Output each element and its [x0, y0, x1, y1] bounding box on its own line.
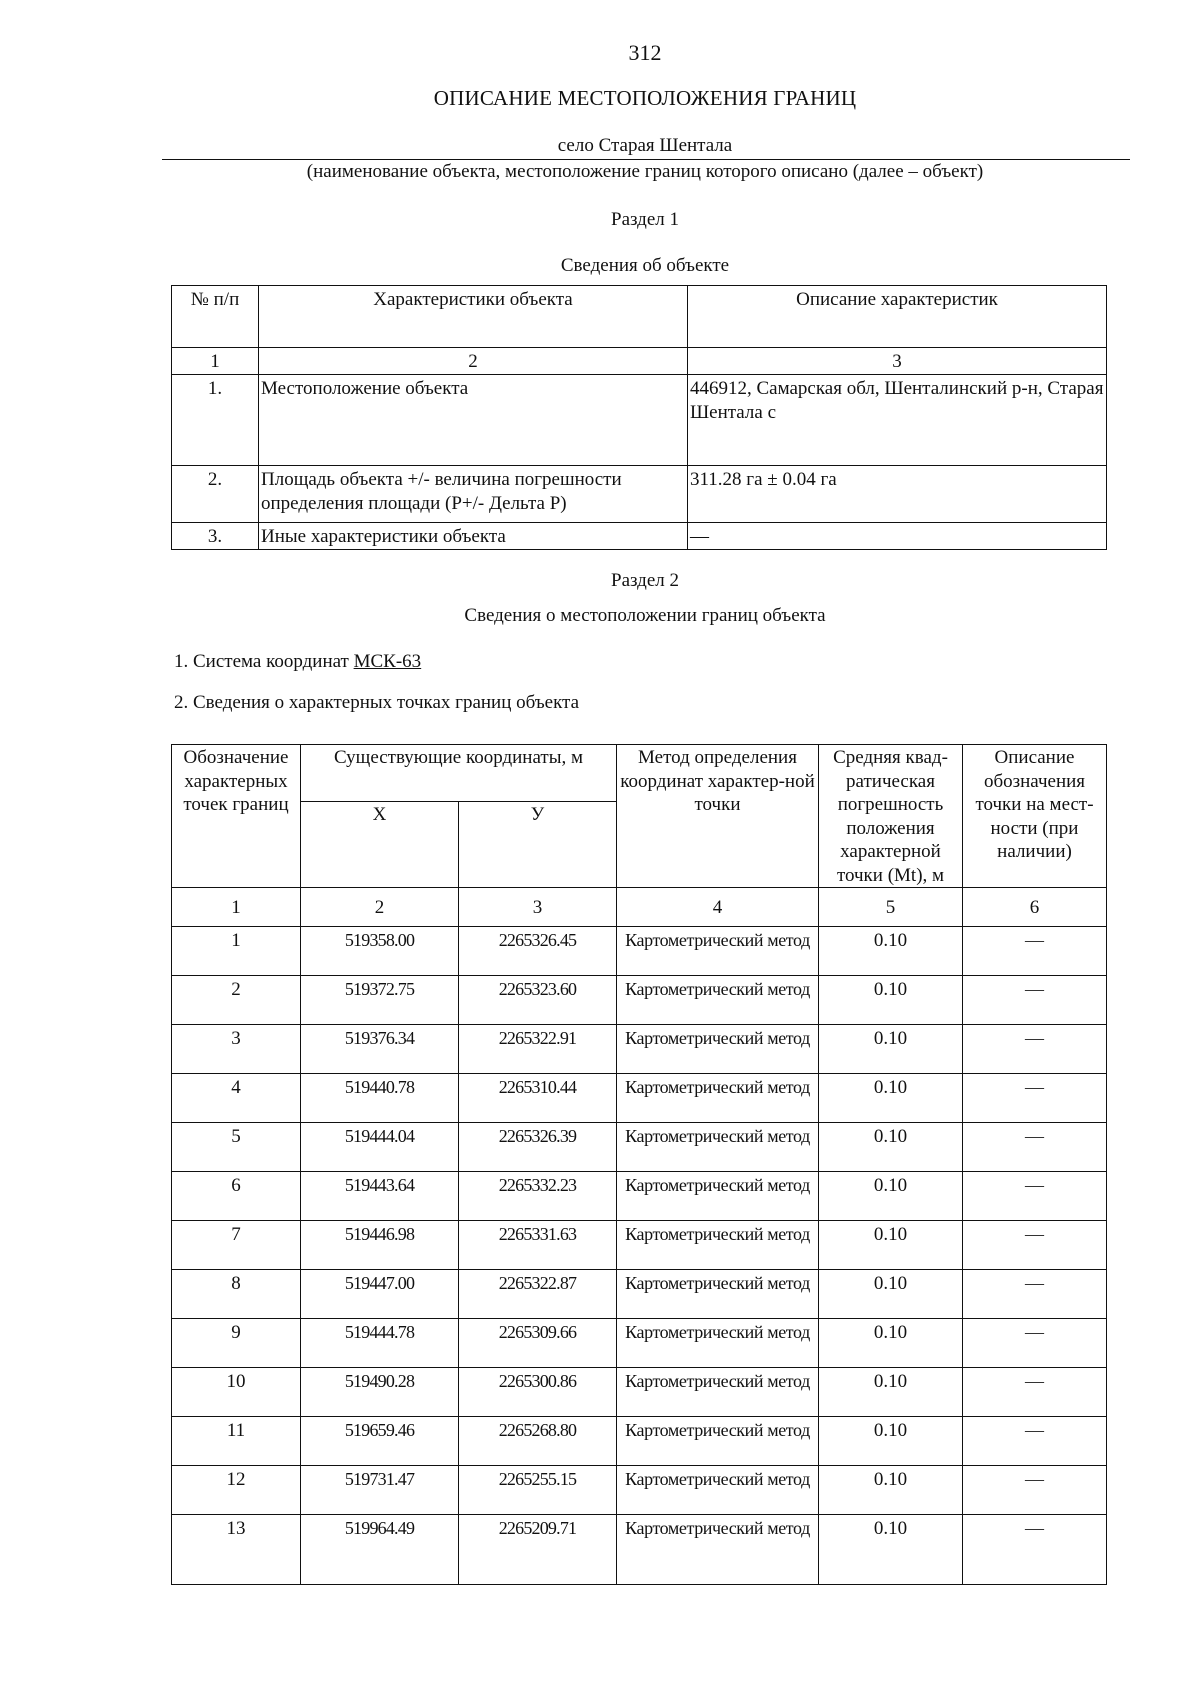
object-name-caption: (наименование объекта, местоположение границ которого описано (далее – объект) — [306, 161, 984, 182]
table-row — [172, 1515, 1107, 1585]
object-info-table — [171, 285, 1107, 550]
header-y: У — [459, 801, 617, 887]
point-method: Картометрический метод — [617, 1319, 819, 1368]
point-description: — — [963, 1172, 1107, 1221]
point-description: — — [963, 1466, 1107, 1515]
point-x: 519659.46 — [301, 1417, 459, 1466]
column-number: 1 — [172, 348, 259, 375]
point-method: Картометрический метод — [617, 976, 819, 1025]
point-x: 519443.64 — [301, 1172, 459, 1221]
table-row — [172, 1368, 1107, 1417]
point-y: 2265326.39 — [459, 1123, 617, 1172]
point-id: 1 — [172, 927, 301, 976]
point-description: — — [963, 1221, 1107, 1270]
point-y: 2265209.71 — [459, 1515, 617, 1585]
table-row — [172, 1074, 1107, 1123]
point-x: 519731.47 — [301, 1466, 459, 1515]
point-method: Картометрический метод — [617, 1270, 819, 1319]
point-y: 2265309.66 — [459, 1319, 617, 1368]
point-x: 519964.49 — [301, 1515, 459, 1585]
point-y: 2265331.63 — [459, 1221, 617, 1270]
point-mt: 0.10 — [819, 1368, 963, 1417]
table-row — [172, 976, 1107, 1025]
header-point-description: Описание обозначения точки на мест-ности (при наличии) — [963, 745, 1107, 888]
object-name: село Старая Шентала — [557, 135, 733, 156]
point-description: — — [963, 976, 1107, 1025]
point-description: — — [963, 927, 1107, 976]
table-row — [172, 1270, 1107, 1319]
row-description: 311.28 га ± 0.04 га — [688, 466, 1107, 523]
point-y: 2265255.15 — [459, 1466, 617, 1515]
point-x: 519446.98 — [301, 1221, 459, 1270]
table-row — [172, 523, 1107, 550]
point-description: — — [963, 1417, 1107, 1466]
table-row — [172, 927, 1107, 976]
header-description: Описание характеристик — [688, 286, 1107, 348]
point-description: — — [963, 1319, 1107, 1368]
header-num: № п/п — [172, 286, 259, 348]
point-id: 9 — [172, 1319, 301, 1368]
point-mt: 0.10 — [819, 927, 963, 976]
row-description: 446912, Самарская обл, Шенталинский р-н, Старая Шентала с — [688, 375, 1107, 466]
point-id: 10 — [172, 1368, 301, 1417]
point-mt: 0.10 — [819, 1221, 963, 1270]
point-mt: 0.10 — [819, 976, 963, 1025]
point-mt: 0.10 — [819, 1074, 963, 1123]
header-x: X — [301, 801, 459, 887]
header-accuracy: Средняя квад-ратическая погрешность положения характерной точки (Mt), м — [819, 745, 963, 888]
section2-title: Раздел 2 — [611, 570, 679, 591]
page-number: 312 — [628, 40, 662, 65]
point-y: 2265326.45 — [459, 927, 617, 976]
point-y: 2265310.44 — [459, 1074, 617, 1123]
row-characteristic: Иные характеристики объекта — [259, 523, 688, 550]
column-number: 2 — [301, 888, 459, 927]
coordinate-system-line — [174, 651, 421, 673]
column-number: 5 — [819, 888, 963, 927]
table-row — [172, 1417, 1107, 1466]
point-description: — — [963, 1368, 1107, 1417]
table2-column-numbers-row — [172, 888, 1107, 927]
table-row — [172, 1319, 1107, 1368]
point-x: 519490.28 — [301, 1368, 459, 1417]
point-y: 2265322.87 — [459, 1270, 617, 1319]
column-number: 3 — [459, 888, 617, 927]
point-id: 13 — [172, 1515, 301, 1585]
point-y: 2265300.86 — [459, 1368, 617, 1417]
point-mt: 0.10 — [819, 1025, 963, 1074]
point-method: Картометрический метод — [617, 1172, 819, 1221]
point-x: 519440.78 — [301, 1074, 459, 1123]
point-description: — — [963, 1515, 1107, 1585]
point-mt: 0.10 — [819, 1123, 963, 1172]
header-characteristic: Характеристики объекта — [259, 286, 688, 348]
header-existing-coordinates: Существующие координаты, м — [301, 745, 617, 802]
column-number: 3 — [688, 348, 1107, 375]
section1-title: Раздел 1 — [611, 209, 679, 230]
header-method: Метод определения координат характер-ной точки — [617, 745, 819, 888]
point-x: 519444.78 — [301, 1319, 459, 1368]
table2-header-row — [172, 745, 1107, 802]
point-description: — — [963, 1123, 1107, 1172]
table1-column-numbers-row — [172, 348, 1107, 375]
row-description: — — [688, 523, 1107, 550]
point-method: Картометрический метод — [617, 1515, 819, 1585]
point-x: 519358.00 — [301, 927, 459, 976]
point-method: Картометрический метод — [617, 1466, 819, 1515]
point-y: 2265323.60 — [459, 976, 617, 1025]
header-point-designation: Обозначение характерных точек границ — [172, 745, 301, 888]
table-row — [172, 1466, 1107, 1515]
table-row — [172, 1025, 1107, 1074]
coordinate-system-value: МСК-63 — [353, 651, 422, 672]
point-mt: 0.10 — [819, 1319, 963, 1368]
point-method: Картометрический метод — [617, 1025, 819, 1074]
point-id: 6 — [172, 1172, 301, 1221]
point-mt: 0.10 — [819, 1270, 963, 1319]
point-id: 12 — [172, 1466, 301, 1515]
point-mt: 0.10 — [819, 1515, 963, 1585]
point-id: 2 — [172, 976, 301, 1025]
point-id: 5 — [172, 1123, 301, 1172]
point-method: Картометрический метод — [617, 1123, 819, 1172]
point-id: 11 — [172, 1417, 301, 1466]
table1-header-row — [172, 286, 1107, 348]
point-description: — — [963, 1025, 1107, 1074]
point-method: Картометрический метод — [617, 1074, 819, 1123]
point-id: 4 — [172, 1074, 301, 1123]
point-method: Картометрический метод — [617, 1221, 819, 1270]
point-method: Картометрический метод — [617, 1417, 819, 1466]
points-heading: 2. Сведения о характерных точках границ объекта — [174, 692, 580, 713]
row-num: 1. — [172, 375, 259, 466]
section1-subtitle: Сведения об объекте — [560, 255, 730, 276]
row-characteristic: Площадь объекта +/- величина погрешности определения площади (Р+/- Дельта Р) — [259, 466, 688, 523]
table-row — [172, 1221, 1107, 1270]
point-x: 519372.75 — [301, 976, 459, 1025]
table-row — [172, 1172, 1107, 1221]
point-x: 519447.00 — [301, 1270, 459, 1319]
point-id: 8 — [172, 1270, 301, 1319]
row-characteristic: Местоположение объекта — [259, 375, 688, 466]
point-y: 2265332.23 — [459, 1172, 617, 1221]
point-mt: 0.10 — [819, 1172, 963, 1221]
point-method: Картометрический метод — [617, 927, 819, 976]
column-number: 1 — [172, 888, 301, 927]
point-x: 519444.04 — [301, 1123, 459, 1172]
point-mt: 0.10 — [819, 1417, 963, 1466]
document-title: ОПИСАНИЕ МЕСТОПОЛОЖЕНИЯ ГРАНИЦ — [433, 86, 857, 110]
point-id: 7 — [172, 1221, 301, 1270]
row-num: 3. — [172, 523, 259, 550]
point-x: 519376.34 — [301, 1025, 459, 1074]
row-num: 2. — [172, 466, 259, 523]
point-description: — — [963, 1074, 1107, 1123]
point-y: 2265268.80 — [459, 1417, 617, 1466]
table-row — [172, 1123, 1107, 1172]
boundary-points-table — [171, 744, 1107, 1585]
point-mt: 0.10 — [819, 1466, 963, 1515]
column-number: 2 — [259, 348, 688, 375]
column-number: 6 — [963, 888, 1107, 927]
point-y: 2265322.91 — [459, 1025, 617, 1074]
table-row — [172, 375, 1107, 466]
table-row — [172, 466, 1107, 523]
point-description: — — [963, 1270, 1107, 1319]
point-method: Картометрический метод — [617, 1368, 819, 1417]
coordinate-system-label: 1. Система координат — [174, 651, 349, 672]
points-table-body — [172, 927, 1107, 1585]
section2-subtitle: Сведения о местоположении границ объекта — [464, 605, 826, 626]
object-name-underline — [162, 159, 1130, 160]
point-id: 3 — [172, 1025, 301, 1074]
column-number: 4 — [617, 888, 819, 927]
